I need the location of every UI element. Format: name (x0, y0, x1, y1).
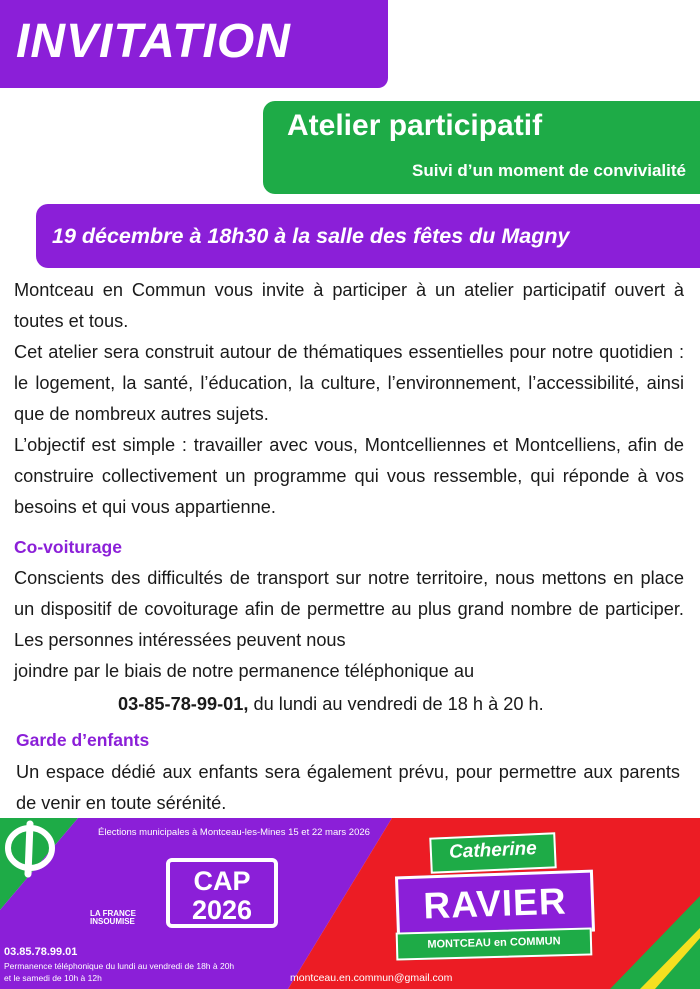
covoiturage-paragraph-end: joindre par le biais de notre permanence téléphonique au (14, 661, 475, 681)
lfi-label: LA FRANCE INSOUMISE (90, 909, 136, 926)
phone-number[interactable]: 03-85-78-99-01, (118, 694, 249, 714)
candidate-first-name-box (429, 832, 556, 873)
invitation-banner (0, 0, 388, 88)
phi-icon (0, 818, 60, 908)
intro-paragraph: Montceau en Commun vous invite à participer à un atelier participatif ouvert à toutes et tous. (14, 280, 684, 331)
contact-hours-weekday: Permanence téléphonique du lundi au vendredi de 18h à 20h (4, 961, 235, 971)
objective-paragraph: L’objectif est simple : travailler avec vous, Montcelliennes et Montcelliens, afin de construire collectivement un programme qui vous ressemble, qui réponde à vos besoins et qui vous appartienne. (14, 435, 684, 517)
footer (0, 818, 700, 989)
contact-email[interactable]: montceau.en.commun@gmail.com (290, 972, 453, 984)
date-banner (36, 204, 700, 268)
cap-line2: 2026 (191, 895, 253, 925)
contact-phone[interactable]: 03.85.78.99.01 (4, 946, 78, 958)
election-text: Élections municipales à Montceau-les-Mines 15 et 22 mars 2026 (98, 827, 370, 838)
party-name: MONTCEAU en COMMUN (427, 935, 561, 951)
garde-heading: Garde d’enfants (16, 730, 150, 750)
party-box (396, 927, 593, 960)
invitation-title: INVITATION (16, 15, 291, 68)
event-subtitle: Suivi d’un moment de convivialité (412, 161, 686, 180)
garde-paragraph: Un espace dédié aux enfants sera également prévu, pour permettre aux parents de venir en toute sérénité. (16, 762, 680, 813)
contact-hours-saturday: et le samedi de 10h à 12h (4, 973, 102, 983)
candidate-last-name: RAVIER (422, 880, 568, 927)
covoiturage-heading: Co-voiturage (14, 537, 122, 557)
date-location-text: 19 décembre à 18h30 à la salle des fêtes du Magny (52, 224, 570, 248)
covoiturage-paragraph: Conscients des difficultés de transport sur notre territoire, nous mettons en place un dispositif de covoiturage afin de permettre au plus grand nombre de participer. Les personnes intéressées peuvent nous (14, 568, 684, 650)
atelier-banner (263, 101, 700, 194)
event-type-title: Atelier participatif (287, 109, 543, 142)
cap-line1: CAP (193, 866, 251, 896)
candidate-first-name: Catherine (448, 838, 538, 863)
themes-paragraph: Cet atelier sera construit autour de thématiques essentielles pour notre quotidien : le logement, la santé, l’éducation, la culture, l’environnement, l’accessibilité, ainsi que de nombreux autres sujets. (14, 342, 684, 424)
phone-hours: du lundi au vendredi de 18 h à 20 h. (248, 694, 544, 714)
phone-line (118, 689, 544, 720)
cap-2026-logo (166, 858, 278, 928)
